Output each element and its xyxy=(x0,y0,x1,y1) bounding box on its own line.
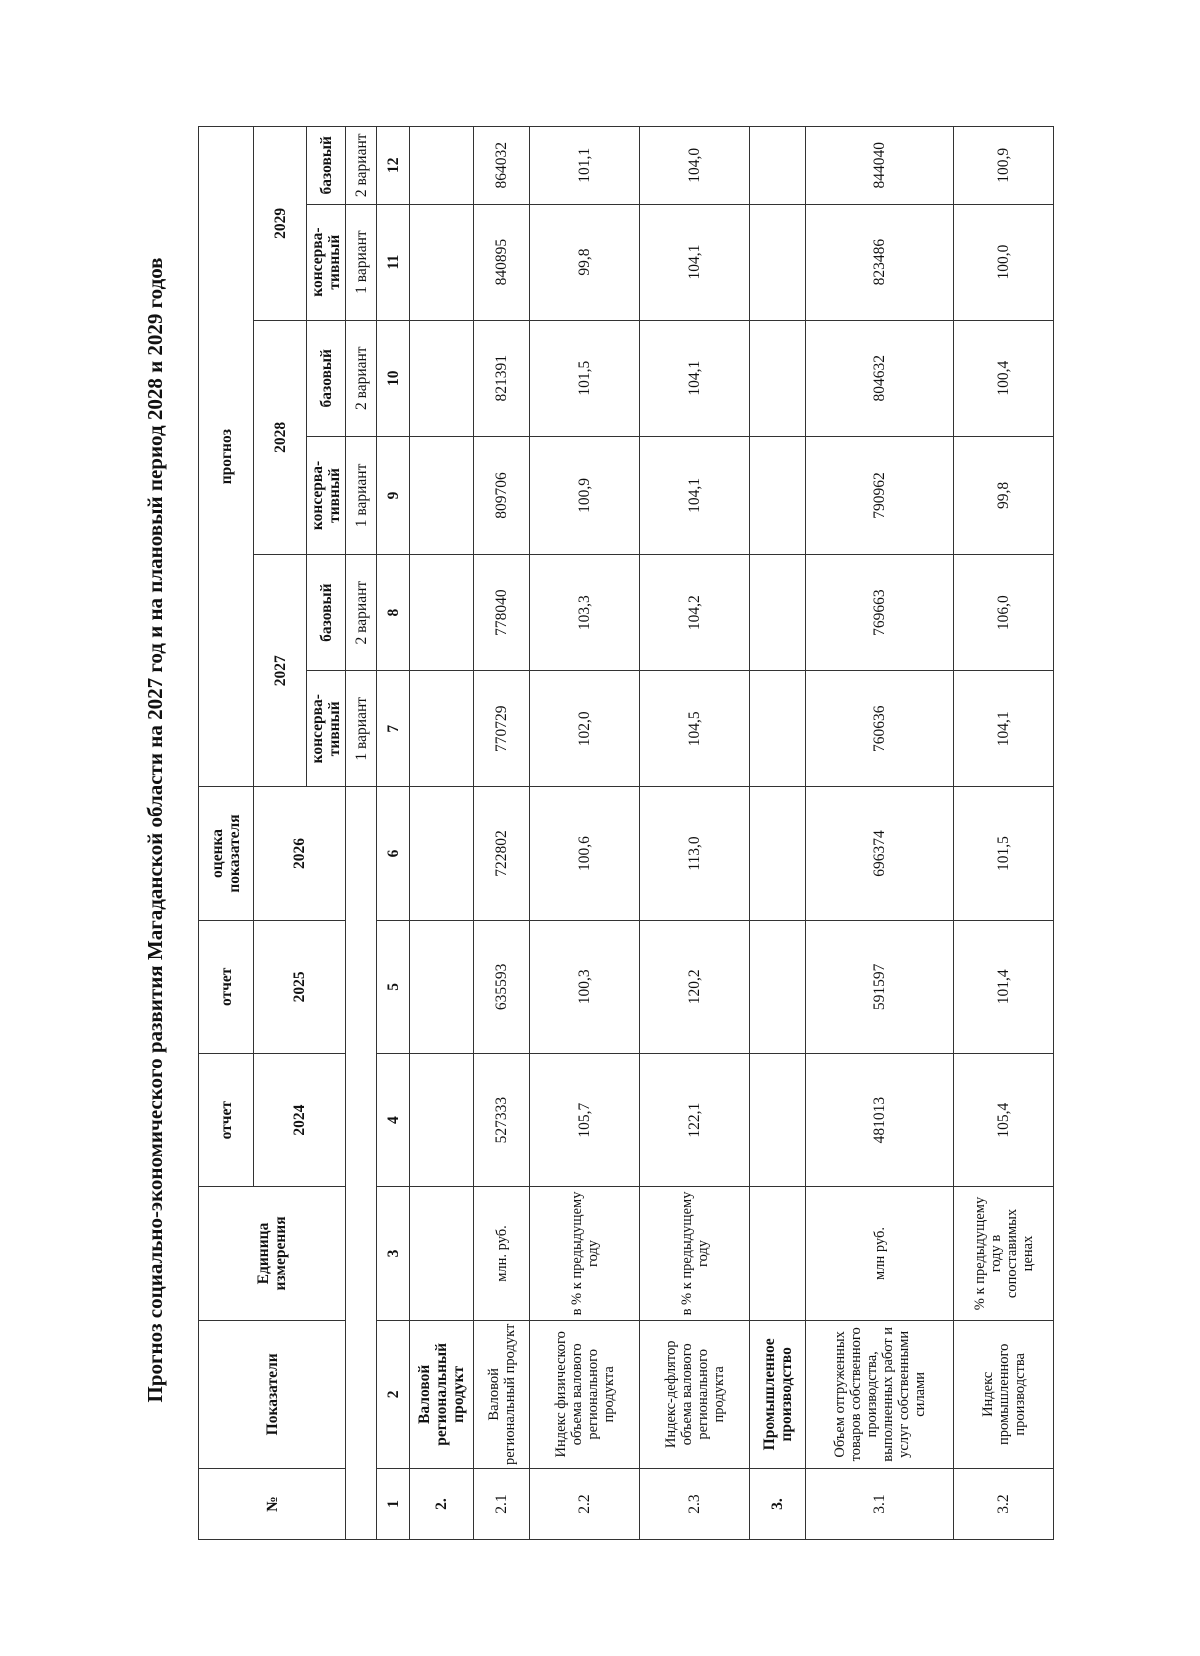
row-value: 823486 xyxy=(806,204,954,320)
document-page xyxy=(140,100,1140,1560)
header-2028-variant2: 2 вариант xyxy=(346,320,377,436)
row-value xyxy=(410,127,474,205)
column-number: 10 xyxy=(377,320,410,436)
row-value: 809706 xyxy=(474,436,530,554)
row-value xyxy=(410,671,474,787)
header-2028-base: базовый xyxy=(307,320,346,436)
row-number: 2.2 xyxy=(530,1469,640,1540)
row-value xyxy=(410,787,474,920)
row-value: 481013 xyxy=(806,1053,954,1186)
table-row xyxy=(806,127,954,1540)
row-indicator-name: Индекс физического объема валового регионального продукта xyxy=(530,1320,640,1468)
row-value: 821391 xyxy=(474,320,530,436)
row-value: 591597 xyxy=(806,920,954,1053)
forecast-table-wrapper xyxy=(198,126,1054,1540)
row-value: 104,5 xyxy=(640,671,750,787)
row-value xyxy=(750,204,806,320)
row-value: 100,9 xyxy=(530,436,640,554)
row-value: 100,6 xyxy=(530,787,640,920)
row-value: 101,5 xyxy=(530,320,640,436)
header-2028-conservative: консерва-тивный xyxy=(307,436,346,554)
row-value: 100,4 xyxy=(954,320,1054,436)
row-value: 105,7 xyxy=(530,1053,640,1186)
table-row xyxy=(954,127,1054,1540)
header-indicators: Показатели xyxy=(199,1320,346,1468)
column-number: 11 xyxy=(377,204,410,320)
row-value xyxy=(750,320,806,436)
row-indicator-name: Промышленное производство xyxy=(750,1320,806,1468)
header-year-2026: 2026 xyxy=(254,787,346,920)
row-value xyxy=(750,127,806,205)
row-value: 113,0 xyxy=(640,787,750,920)
row-indicator-name: Валовой региональный продукт xyxy=(474,1320,530,1468)
row-value: 99,8 xyxy=(954,436,1054,554)
row-indicator-name: Индекс-дефлятор объема валового регионального продукта xyxy=(640,1320,750,1468)
column-number: 1 xyxy=(377,1469,410,1540)
header-2029-variant2: 2 вариант xyxy=(346,127,377,205)
table-row xyxy=(410,127,474,1540)
row-value: 100,3 xyxy=(530,920,640,1053)
row-value: 104,0 xyxy=(640,127,750,205)
header-year-2029: 2029 xyxy=(254,127,307,321)
header-report-2024: отчет xyxy=(199,1053,254,1186)
row-number: 2.3 xyxy=(640,1469,750,1540)
row-unit xyxy=(410,1187,474,1320)
row-value: 844040 xyxy=(806,127,954,205)
column-number: 7 xyxy=(377,671,410,787)
header-spacer xyxy=(346,787,377,1540)
row-value: 102,0 xyxy=(530,671,640,787)
row-value: 100,9 xyxy=(954,127,1054,205)
row-number: 3.2 xyxy=(954,1469,1054,1540)
row-value: 760636 xyxy=(806,671,954,787)
row-value: 101,5 xyxy=(954,787,1054,920)
row-number: 3.1 xyxy=(806,1469,954,1540)
header-2029-base: базовый xyxy=(307,127,346,205)
row-value: 769663 xyxy=(806,555,954,671)
row-value: 122,1 xyxy=(640,1053,750,1186)
row-value: 840895 xyxy=(474,204,530,320)
header-2028-variant1: 1 вариант xyxy=(346,436,377,554)
row-value: 804632 xyxy=(806,320,954,436)
row-value: 770729 xyxy=(474,671,530,787)
row-indicator-name: Индекс промышленного производства xyxy=(954,1320,1054,1468)
row-value: 696374 xyxy=(806,787,954,920)
column-number: 12 xyxy=(377,127,410,205)
row-value: 104,1 xyxy=(954,671,1054,787)
row-number: 2.1 xyxy=(474,1469,530,1540)
row-value xyxy=(410,204,474,320)
table-row xyxy=(640,127,750,1540)
header-year-2025: 2025 xyxy=(254,920,346,1053)
table-row xyxy=(530,127,640,1540)
header-report-2025: отчет xyxy=(199,920,254,1053)
row-unit: в % к предыдущему году xyxy=(640,1187,750,1320)
header-year-2027: 2027 xyxy=(254,555,307,787)
table-row xyxy=(750,127,806,1540)
row-value xyxy=(410,320,474,436)
row-value: 106,0 xyxy=(954,555,1054,671)
row-value: 100,0 xyxy=(954,204,1054,320)
row-value xyxy=(750,436,806,554)
row-value xyxy=(410,555,474,671)
column-number: 5 xyxy=(377,920,410,1053)
header-unit: Единица измерения xyxy=(199,1187,346,1320)
row-value: 635593 xyxy=(474,920,530,1053)
row-value: 527333 xyxy=(474,1053,530,1186)
header-year-2024: 2024 xyxy=(254,1053,346,1186)
header-num: № xyxy=(199,1469,346,1540)
header-2027-variant1: 1 вариант xyxy=(346,671,377,787)
header-2029-conservative: консерва-тивный xyxy=(307,204,346,320)
header-2027-conservative: консерва-тивный xyxy=(307,671,346,787)
row-value xyxy=(410,1053,474,1186)
row-number: 3. xyxy=(750,1469,806,1540)
column-number-row xyxy=(377,127,410,1540)
forecast-table xyxy=(198,126,1054,1540)
row-value: 864032 xyxy=(474,127,530,205)
row-number: 2. xyxy=(410,1469,474,1540)
table-body xyxy=(377,127,1054,1540)
column-number: 9 xyxy=(377,436,410,554)
column-number: 6 xyxy=(377,787,410,920)
header-2027-variant2: 2 вариант xyxy=(346,555,377,671)
row-unit xyxy=(750,1187,806,1320)
column-number: 2 xyxy=(377,1320,410,1468)
row-value: 101,1 xyxy=(530,127,640,205)
row-value: 103,3 xyxy=(530,555,640,671)
row-unit: млн руб. xyxy=(806,1187,954,1320)
row-unit: в % к предыдущему году xyxy=(530,1187,640,1320)
row-value: 99,8 xyxy=(530,204,640,320)
column-number: 3 xyxy=(377,1187,410,1320)
column-number: 8 xyxy=(377,555,410,671)
row-unit: % к предыдущему году в сопоставимых ценах xyxy=(954,1187,1054,1320)
row-value: 105,4 xyxy=(954,1053,1054,1186)
row-value: 104,1 xyxy=(640,320,750,436)
table-row xyxy=(474,127,530,1540)
header-forecast: прогноз xyxy=(199,127,254,787)
row-value: 790962 xyxy=(806,436,954,554)
row-value xyxy=(410,436,474,554)
row-value: 104,1 xyxy=(640,204,750,320)
row-indicator-name: Валовой региональный продукт xyxy=(410,1320,474,1468)
row-value: 101,4 xyxy=(954,920,1054,1053)
row-value: 722802 xyxy=(474,787,530,920)
header-2027-base: базовый xyxy=(307,555,346,671)
row-value xyxy=(750,920,806,1053)
row-indicator-name: Объем отгруженных товаров собственного производства, выполненных работ и услуг собственными силами xyxy=(806,1320,954,1468)
column-number: 4 xyxy=(377,1053,410,1186)
header-year-2028: 2028 xyxy=(254,320,307,554)
row-value xyxy=(750,787,806,920)
row-value xyxy=(750,671,806,787)
header-estimate: оценка показателя xyxy=(199,787,254,920)
row-value xyxy=(750,555,806,671)
row-value: 120,2 xyxy=(640,920,750,1053)
row-value xyxy=(750,1053,806,1186)
row-unit: млн. руб. xyxy=(474,1187,530,1320)
header-2029-variant1: 1 вариант xyxy=(346,204,377,320)
document-title: Прогноз социально-экономического развития Магаданской области на 2027 год и на плановый период 2028 и 2029 годов xyxy=(143,257,167,1403)
row-value: 778040 xyxy=(474,555,530,671)
row-value: 104,2 xyxy=(640,555,750,671)
row-value xyxy=(410,920,474,1053)
row-value: 104,1 xyxy=(640,436,750,554)
